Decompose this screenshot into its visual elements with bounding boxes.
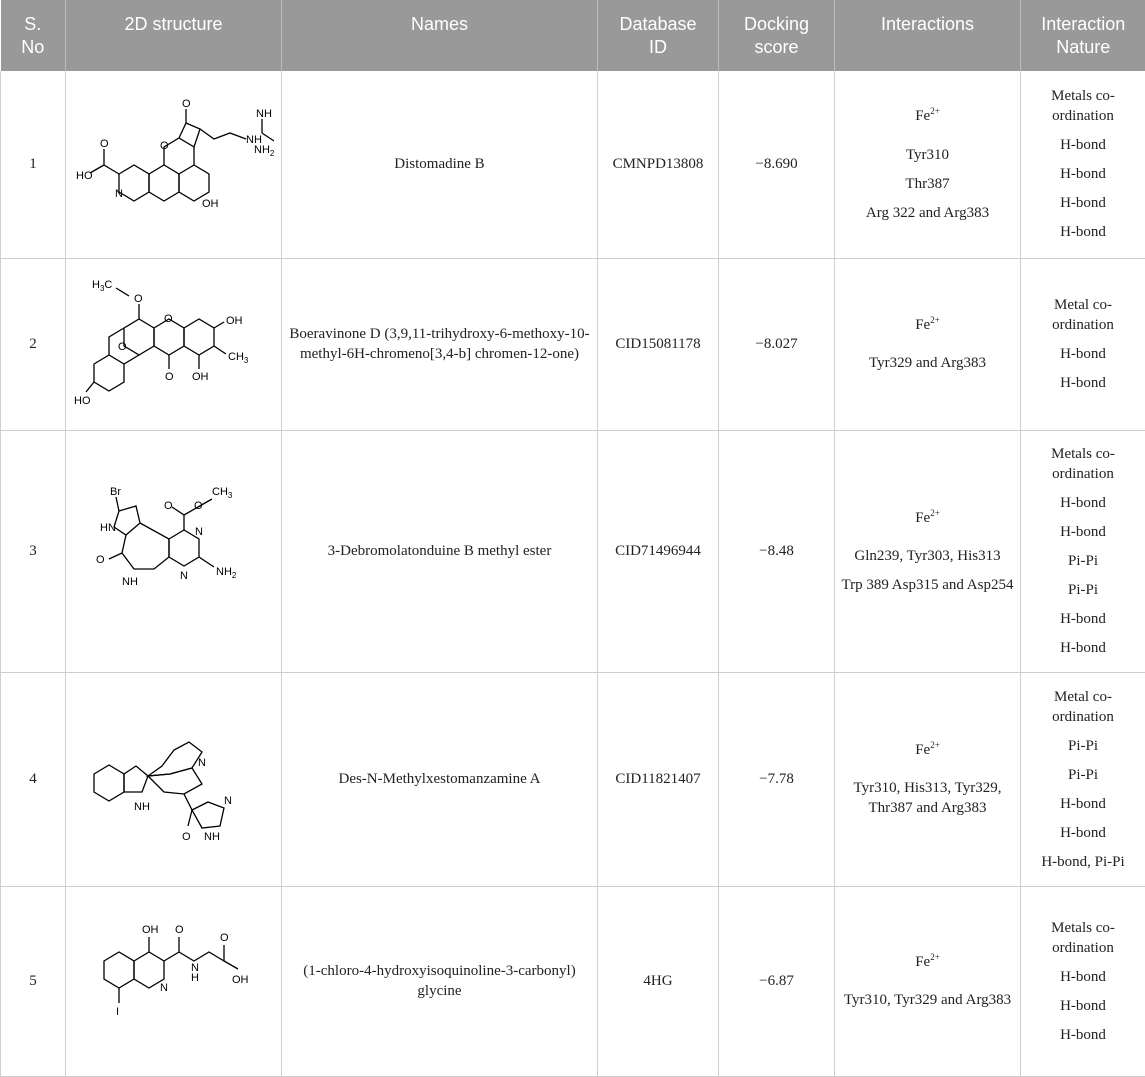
- interaction-fe: $Fe^{2+}$: [841, 508, 1014, 528]
- nature-line: ordination: [1027, 464, 1139, 484]
- cell-structure: [66, 258, 282, 430]
- structure-label: HO: [74, 395, 91, 407]
- nature-line: H-bond: [1027, 823, 1139, 843]
- structure-label: O: [100, 138, 109, 150]
- structure-label: N: [198, 757, 206, 769]
- cell-interaction-nature: [1021, 258, 1145, 430]
- nature-line: Pi-Pi: [1027, 551, 1139, 571]
- nature-line: Metals co-: [1027, 444, 1139, 464]
- nature-line: H-bond: [1027, 373, 1139, 393]
- interaction-line: [841, 126, 1014, 136]
- nature-line: Metal co-: [1027, 687, 1139, 707]
- structure-label: O: [164, 500, 173, 512]
- cell-interactions: [835, 886, 1021, 1076]
- nature-line: ordination: [1027, 106, 1139, 126]
- debromolatonduine-structure-icon: [74, 471, 274, 631]
- interaction-line: Tyr310, Tyr329 and Arg383: [841, 990, 1014, 1010]
- interaction-line: Trp 389 Asp315 and Asp254: [841, 575, 1014, 595]
- nature-line: H-bond: [1027, 222, 1139, 242]
- cell-docking-score: −8.690: [719, 71, 835, 258]
- cell-database-id: CID71496944: [598, 430, 719, 672]
- structure-label: N: [191, 962, 199, 974]
- structure-label: NH: [122, 576, 138, 588]
- structure-label: $NH_2$: [216, 566, 237, 580]
- cell-interaction-nature: [1021, 430, 1145, 672]
- cell-structure: [66, 430, 282, 672]
- header-row: [1, 0, 1145, 71]
- cell-interactions: [835, 258, 1021, 430]
- cell-sno: 5: [1, 886, 66, 1076]
- xestomanzamine-structure-icon: [74, 714, 274, 844]
- interaction-line: Gln239, Tyr303, His313: [841, 546, 1014, 566]
- structure-label: O: [96, 554, 105, 566]
- structure-label: $NH_2$: [254, 144, 274, 158]
- structure-label: $CH_3$: [212, 486, 233, 500]
- cell-database-id: CID15081178: [598, 258, 719, 430]
- structure-label: OH: [226, 315, 243, 327]
- structure-label: O: [182, 831, 191, 843]
- cell-structure: [66, 71, 282, 258]
- cell-structure: [66, 672, 282, 886]
- cell-name: 3-Debromolatonduine B methyl ester: [282, 430, 598, 672]
- header-structure: 2D structure: [66, 0, 282, 71]
- cell-interactions: [835, 430, 1021, 672]
- cell-interactions: [835, 672, 1021, 886]
- structure-label: O: [175, 924, 184, 936]
- interaction-line: Arg 322 and Arg383: [841, 203, 1014, 223]
- structure-label: I: [116, 1006, 119, 1018]
- header-docking-score: Docking score: [719, 0, 835, 71]
- cell-sno: 2: [1, 258, 66, 430]
- nature-line: H-bond: [1027, 164, 1139, 184]
- interaction-fe: $Fe^{2+}$: [841, 106, 1014, 126]
- cell-docking-score: −8.027: [719, 258, 835, 430]
- cell-sno: 3: [1, 430, 66, 672]
- cell-docking-score: −7.78: [719, 672, 835, 886]
- interaction-fe: $Fe^{2+}$: [841, 740, 1014, 760]
- nature-line: Metals co-: [1027, 918, 1139, 938]
- structure-label: O: [165, 371, 174, 383]
- structure-label: HO: [76, 170, 93, 182]
- cell-structure: [66, 886, 282, 1076]
- structure-label: N: [195, 526, 203, 538]
- cell-docking-score: −6.87: [719, 886, 835, 1076]
- structure-label: N: [115, 188, 123, 200]
- structure-label: NH: [204, 831, 220, 843]
- structure-label: HN: [100, 522, 116, 534]
- structure-label: OH: [192, 371, 209, 383]
- structure-label: O: [182, 98, 191, 110]
- structure-label: $CH_3$: [228, 351, 249, 365]
- structure-label: Br: [110, 486, 121, 498]
- interaction-fe: $Fe^{2+}$: [841, 315, 1014, 335]
- cell-interaction-nature: [1021, 672, 1145, 886]
- nature-line: Pi-Pi: [1027, 765, 1139, 785]
- nature-line: Metal co-: [1027, 295, 1139, 315]
- cell-docking-score: −8.48: [719, 430, 835, 672]
- interaction-line: Tyr310, His313, Tyr329, Thr387 and Arg383: [841, 778, 1014, 818]
- nature-line: Metals co-: [1027, 86, 1139, 106]
- interaction-line: Tyr329 and Arg383: [841, 353, 1014, 373]
- table-row: [1, 886, 1145, 1076]
- cell-sno: 4: [1, 672, 66, 886]
- header-names: Names: [282, 0, 598, 71]
- nature-line: H-bond: [1027, 1025, 1139, 1045]
- nature-line: ordination: [1027, 707, 1139, 727]
- structure-label: O: [164, 313, 173, 325]
- interaction-line: Tyr310: [841, 145, 1014, 165]
- structure-label: $H_3C$: [92, 279, 112, 293]
- nature-line: H-bond: [1027, 193, 1139, 213]
- header-interaction-nature: Interaction Nature: [1021, 0, 1145, 71]
- cell-name: (1-chloro-4-hydroxyisoquinoline-3-carbonyl) glycine: [282, 886, 598, 1076]
- cell-name: Boeravinone D (3,9,11-trihydroxy-6-methoxy-10-methyl-6H-chromeno[3,4-b] chromen-12-one): [282, 258, 598, 430]
- cell-name: Distomadine B: [282, 71, 598, 258]
- nature-line: H-bond: [1027, 344, 1139, 364]
- isoquinoline-glycine-structure-icon: [74, 911, 274, 1051]
- cell-name: Des-N-Methylxestomanzamine A: [282, 672, 598, 886]
- boeravinone-d-structure-icon: [74, 274, 274, 414]
- structure-label: N: [180, 570, 188, 582]
- interaction-fe: $Fe^{2+}$: [841, 952, 1014, 972]
- nature-line: ordination: [1027, 315, 1139, 335]
- structure-label: O: [220, 932, 229, 944]
- table-row: [1, 258, 1145, 430]
- nature-line: H-bond: [1027, 609, 1139, 629]
- table-row: [1, 71, 1145, 258]
- structure-label: O: [118, 341, 127, 353]
- nature-line: H-bond: [1027, 135, 1139, 155]
- structure-label: OH: [142, 924, 159, 936]
- nature-line: H-bond: [1027, 493, 1139, 513]
- cell-interaction-nature: [1021, 71, 1145, 258]
- nature-line: H-bond: [1027, 967, 1139, 987]
- interaction-line: Thr387: [841, 174, 1014, 194]
- structure-label: N: [160, 982, 168, 994]
- structure-label: N: [224, 795, 232, 807]
- cell-sno: 1: [1, 71, 66, 258]
- structure-label: O: [160, 140, 169, 152]
- cell-interaction-nature: [1021, 886, 1145, 1076]
- nature-line: Pi-Pi: [1027, 580, 1139, 600]
- structure-label: NH: [246, 134, 262, 146]
- header-database-id: Database ID: [598, 0, 719, 71]
- cell-database-id: CMNPD13808: [598, 71, 719, 258]
- nature-line: H-bond: [1027, 794, 1139, 814]
- table-row: [1, 672, 1145, 886]
- structure-label: O: [134, 293, 143, 305]
- nature-line: H-bond: [1027, 996, 1139, 1016]
- structure-label: O: [194, 500, 203, 512]
- table-row: [1, 430, 1145, 672]
- structure-label: OH: [232, 974, 249, 986]
- cell-database-id: 4HG: [598, 886, 719, 1076]
- nature-line: H-bond: [1027, 522, 1139, 542]
- structure-label: NH: [256, 108, 272, 120]
- cell-interactions: [835, 71, 1021, 258]
- header-sno: S. No: [1, 0, 66, 71]
- structure-label: OH: [202, 198, 219, 210]
- structure-label: NH: [134, 801, 150, 813]
- nature-line: Pi-Pi: [1027, 736, 1139, 756]
- distomadine-b-structure-icon: [74, 89, 274, 239]
- structure-label: H: [191, 972, 199, 984]
- nature-line: H-bond, Pi-Pi: [1027, 852, 1139, 872]
- header-interactions: Interactions: [835, 0, 1021, 71]
- nature-line: H-bond: [1027, 638, 1139, 658]
- nature-line: ordination: [1027, 938, 1139, 958]
- cell-database-id: CID11821407: [598, 672, 719, 886]
